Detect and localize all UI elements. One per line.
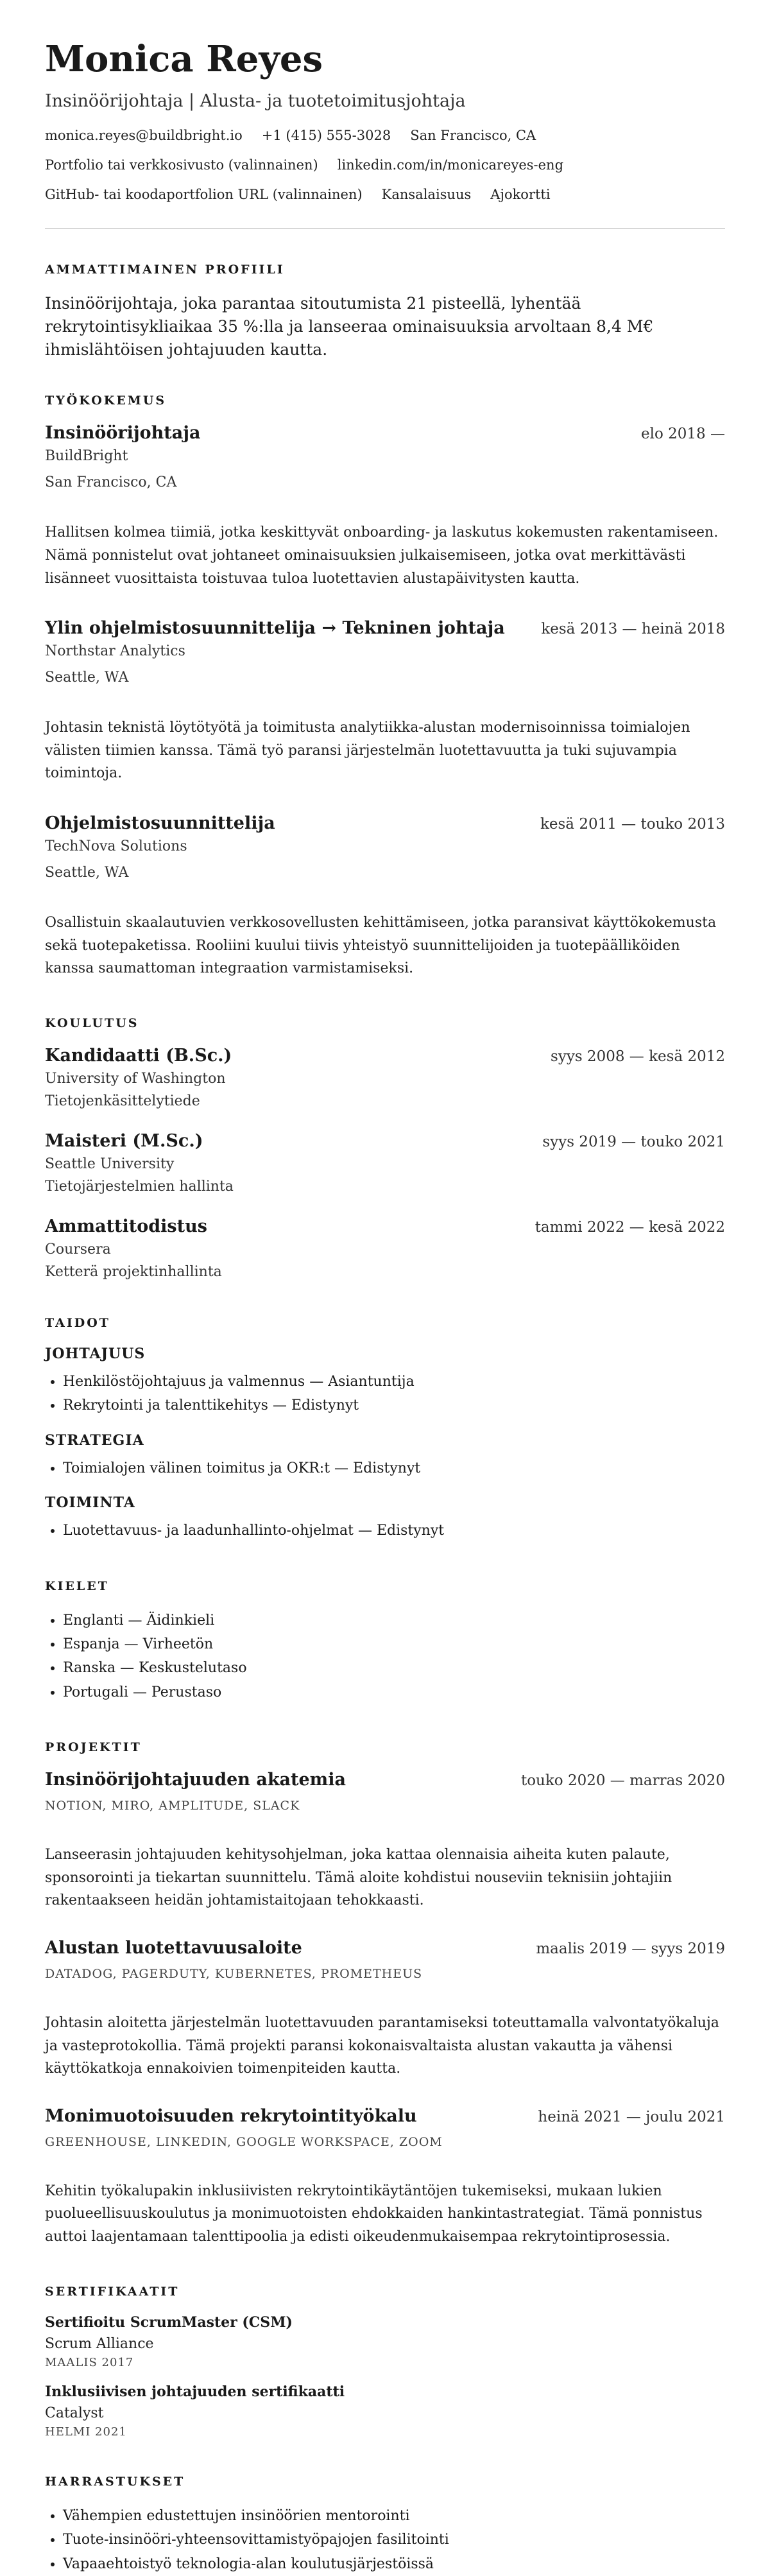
school-name: Seattle University [45, 1155, 175, 1172]
degree-title: Ammattitodistus [45, 1216, 207, 1236]
project-description: Kehitin työkalupakin inklusiivisten rekrytointikäytäntöjen tukemiseksi, mukaan lukien puolueellisuuskoulutus ja monimuotoisten ehdokkaiden hankintastrategiat. Tämä ponnistus auttoi laajentamaan talenttipoolia ja edisti oikeudenmukaisempaa rekrytointiprosessia. [45, 2183, 703, 2245]
project-title: Insinöörijohtajuuden akatemia [45, 1770, 346, 1790]
job-title: Insinöörijohtaja [45, 423, 201, 444]
certification-entry [45, 2314, 725, 2369]
language-item: • Espanja — Virheetön [63, 1632, 725, 1656]
phone-text: +1 (415) 555-3028 [261, 127, 391, 143]
email-link[interactable]: monica.reyes@buildbright.io [45, 127, 243, 143]
job-company: Northstar Analytics [45, 643, 185, 660]
project-entry [45, 1938, 725, 2080]
project-tech: NOTION, MIRO, AMPLITUDE, SLACK [45, 1799, 300, 1813]
certification-title: Inklusiivisen johtajuuden sertifikaatti [45, 2383, 345, 2400]
project-entry [45, 2106, 725, 2249]
degree-title: Kandidaatti (B.Sc.) [45, 1045, 232, 1066]
project-date: maalis 2019 — syys 2019 [536, 1940, 725, 1957]
language-list [45, 1609, 725, 1705]
candidate-name: Monica Reyes [45, 38, 323, 80]
job-location: Seattle, WA [45, 865, 129, 881]
study-field: Tietojenkäsittelytiede [45, 1093, 200, 1109]
experience-entry [45, 813, 725, 980]
project-entry [45, 1770, 725, 1912]
certification-issuer: Scrum Alliance [45, 2335, 154, 2352]
job-location: San Francisco, CA [45, 474, 177, 491]
certification-date: MAALIS 2017 [45, 2355, 134, 2369]
hobby-item: • Vapaaehtoistyö teknologia-alan koulutusjärjestöissä [63, 2552, 725, 2576]
job-description: Osallistuin skaalautuvien verkkosovellusten kehittämiseen, jotka paransivat käyttökokemusta sekä tuotepaketissa. Rooliini kuului tiivis yhteistyö suunnittelijoiden ja tuotepäälliköiden kanssa saumattoman integraation varmistamiseksi. [45, 915, 717, 977]
section-title-education: KOULUTUS [45, 1016, 139, 1030]
language-item: • Portugali — Perustaso [63, 1681, 725, 1704]
job-date: kesä 2011 — touko 2013 [540, 816, 725, 833]
job-company: BuildBright [45, 448, 128, 465]
project-title: Monimuotoisuuden rekrytointityökalu [45, 2105, 417, 2126]
job-date: elo 2018 — [641, 426, 725, 443]
school-name: University of Washington [45, 1070, 226, 1087]
project-date: touko 2020 — marras 2020 [520, 1772, 725, 1790]
certification-date: HELMI 2021 [45, 2425, 127, 2439]
experience-entry [45, 423, 725, 590]
header-divider [45, 228, 725, 229]
github-link[interactable]: GitHub- tai koodaportfolion URL (valinnainen) [45, 186, 363, 202]
job-company: TechNova Solutions [45, 838, 187, 855]
skill-group-title: TOIMINTA [45, 1494, 135, 1512]
education-date: syys 2019 — touko 2021 [542, 1133, 725, 1150]
degree-title: Maisteri (M.Sc.) [45, 1130, 203, 1151]
section-title-experience: TYÖKOKEMUS [45, 393, 167, 408]
skill-item: • Luotettavuus- ja laadunhallinto-ohjelmat — Edistynyt [63, 1519, 725, 1543]
job-description: Johtasin teknistä löytötyötä ja toimitusta analytiikka-alustan modernisoinnissa toimialojen välisten tiimien kanssa. Tämä työ paransi järjestelmän luotettavuutta ja tuki sujuvampia toimintoja. [45, 720, 690, 782]
education-entry [45, 1046, 725, 1109]
education-entry [45, 1216, 725, 1280]
experience-entry [45, 618, 725, 785]
portfolio-link[interactable]: Portfolio tai verkkosivusto (valinnainen) [45, 157, 318, 173]
job-date: kesä 2013 — heinä 2018 [541, 621, 725, 638]
project-tech: GREENHOUSE, LINKEDIN, GOOGLE WORKSPACE, ZOOM [45, 2134, 443, 2149]
citizenship-text: Kansalaisuus [381, 186, 472, 202]
skill-group-title: STRATEGIA [45, 1431, 144, 1449]
study-field: Tietojärjestelmien hallinta [45, 1178, 234, 1195]
certification-entry [45, 2383, 725, 2439]
contact-row-2 [45, 157, 725, 173]
license-text: Ajokortti [490, 186, 551, 202]
skill-item: • Toimialojen välinen toimitus ja OKR:t — Edistynyt [63, 1457, 725, 1480]
profile-summary: Insinöörijohtaja, joka parantaa sitoutumista 21 pisteellä, lyhentää rekrytointisykliaikaa 35 %:lla ja lanseeraa ominaisuuksia arvoltaan 8,4 M€ ihmislähtöisen johtajuuden kautta. [45, 293, 654, 359]
project-title: Alustan luotettavuusaloite [45, 1937, 302, 1958]
hobby-item: • Tuote-insinööri-yhteensovittamistyöpajojen fasilitointi [63, 2528, 725, 2552]
job-title: Ohjelmistosuunnittelija [45, 813, 275, 834]
hobby-list [45, 2504, 725, 2576]
candidate-subtitle: Insinöörijohtaja | Alusta- ja tuotetoimitusjohtaja [45, 91, 466, 111]
language-item: • Ranska — Keskustelutaso [63, 1656, 725, 1680]
section-title-profile: AMMATTIMAINEN PROFIILI [45, 262, 285, 277]
job-title: Ylin ohjelmistosuunnittelija → Tekninen johtaja [45, 618, 505, 639]
location-text: San Francisco, CA [410, 127, 536, 143]
section-title-languages: KIELET [45, 1578, 109, 1593]
section-title-hobbies: HARRASTUKSET [45, 2474, 185, 2489]
skill-group-title: JOHTAJUUS [45, 1345, 146, 1362]
education-entry [45, 1131, 725, 1195]
skill-list [45, 1519, 725, 1543]
job-description: Hallitsen kolmea tiimiä, jotka keskittyvät onboarding- ja laskutus kokemusten rakentamiseen. Nämä ponnistelut ovat johtaneet ominaisuuksien julkaisemiseen, jotka ovat merkittävästi lisänneet vuosittaista toistuvaa tuloa luotettavien alustapäivitysten kautta. [45, 524, 719, 587]
contact-row-1 [45, 128, 725, 143]
project-tech: DATADOG, PAGERDUTY, KUBERNETES, PROMETHEUS [45, 1966, 423, 1981]
education-date: syys 2008 — kesä 2012 [551, 1048, 725, 1065]
language-item: • Englanti — Äidinkieli [63, 1609, 725, 1632]
certification-issuer: Catalyst [45, 2405, 104, 2421]
project-description: Lanseerasin johtajuuden kehitysohjelman, joka kattaa olennaisia aiheita kuten palaute, sponsorointi ja tiekartan suunnittelu. Tämä aloite kohdistui nouseviin teknisiin johtajiin rakentaakseen heidän johtamistaitojaan tehokkaasti. [45, 1847, 672, 1909]
education-date: tammi 2022 — kesä 2022 [535, 1218, 725, 1236]
linkedin-link[interactable]: linkedin.com/in/monicareyes-eng [337, 157, 564, 173]
section-title-projects: PROJEKTIT [45, 1740, 142, 1755]
skill-item: • Rekrytointi ja talenttikehitys — Edistynyt [63, 1394, 725, 1417]
certification-title: Sertifioitu ScrumMaster (CSM) [45, 2313, 293, 2331]
skill-list [45, 1370, 725, 1418]
hobby-item: • Vähempien edustettujen insinöörien mentorointi [63, 2504, 725, 2528]
section-title-certifications: SERTIFIKAATIT [45, 2284, 180, 2299]
project-date: heinä 2021 — joulu 2021 [538, 2108, 725, 2125]
skill-item: • Henkilöstöjohtajuus ja valmennus — Asiantuntija [63, 1370, 725, 1394]
school-name: Coursera [45, 1241, 111, 1258]
contact-row-3 [45, 187, 725, 202]
study-field: Ketterä projektinhallinta [45, 1263, 222, 1280]
section-title-skills: TAIDOT [45, 1315, 110, 1330]
project-description: Johtasin aloitetta järjestelmän luotettavuuden parantamiseksi toteuttamalla valvontatyökaluja ja vasteprotokollia. Tämä projekti paransi kokonaisvaltaista alustan vakautta ja vähensi käyttökatkoja ennakoivien toimenpiteiden kautta. [45, 2014, 719, 2077]
job-location: Seattle, WA [45, 670, 129, 686]
skill-list [45, 1457, 725, 1480]
